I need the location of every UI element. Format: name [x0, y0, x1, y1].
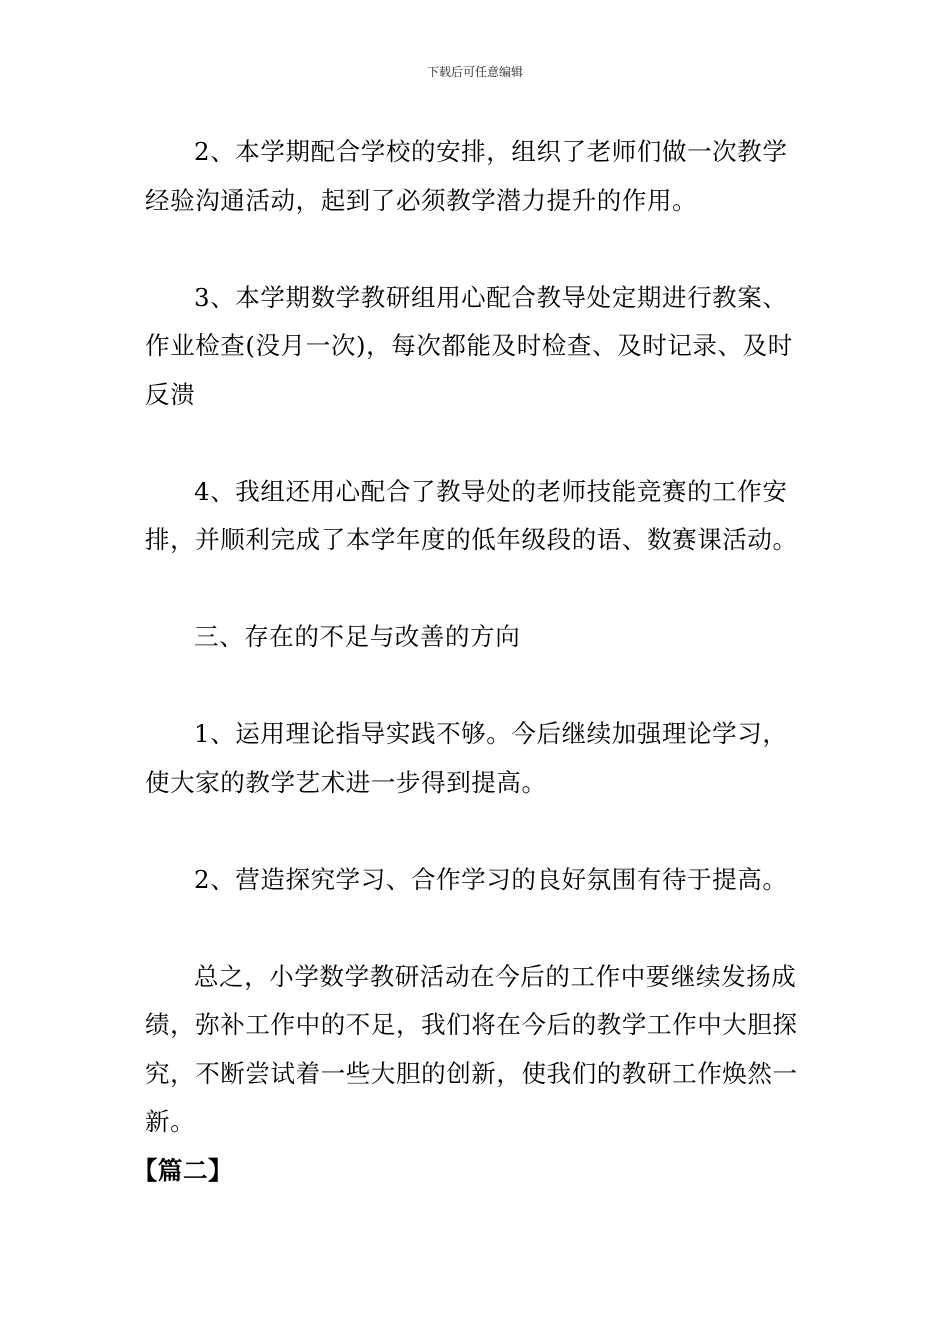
- paragraph-gap: [145, 225, 809, 274]
- paragraph-gap: [145, 662, 809, 711]
- paragraph-shortcoming-1: 1、运用理论指导实践不够。今后继续加强理论学习，使大家的教学艺术进一步得到提高。: [145, 719, 788, 797]
- paragraph-conclusion: 总之，小学数学教研活动在今后的工作中要继续发扬成绩，弥补工作中的不足，我们将在今后的教学工作中大胆探究，不断尝试着一些大胆的创新，使我们的教研工作焕然一新。: [145, 961, 798, 1136]
- section-heading-part-two: 【篇二】: [132, 1155, 234, 1185]
- paragraph-gap: [145, 419, 809, 468]
- paragraph-gap: [145, 807, 809, 856]
- paragraph-gap: [145, 904, 809, 953]
- page-header: 下载后可任意编辑: [426, 65, 523, 79]
- paragraph-item-3: 3、本学期数学教研组用心配合教导处定期进行教案、作业检查(没月一次)，每次都能及时检查、及时记录、及时反溃: [145, 282, 793, 409]
- paragraph-shortcoming-2: 2、营造探究学习、合作学习的良好氛围有待于提高。: [194, 864, 788, 894]
- document-body: [132, 128, 809, 1195]
- paragraph-gap: [145, 565, 809, 614]
- paragraph-item-2: 2、本学期配合学校的安排，组织了老师们做一次教学经验沟通活动，起到了必须教学潜力提升的作用。: [145, 137, 788, 215]
- paragraph-item-4: 4、我组还用心配合了教导处的老师技能竞赛的工作安排，并顺利完成了本学年度的低年级段的语、数赛课活动。: [145, 476, 798, 554]
- section-title-shortcomings: 三、存在的不足与改善的方向: [194, 622, 521, 651]
